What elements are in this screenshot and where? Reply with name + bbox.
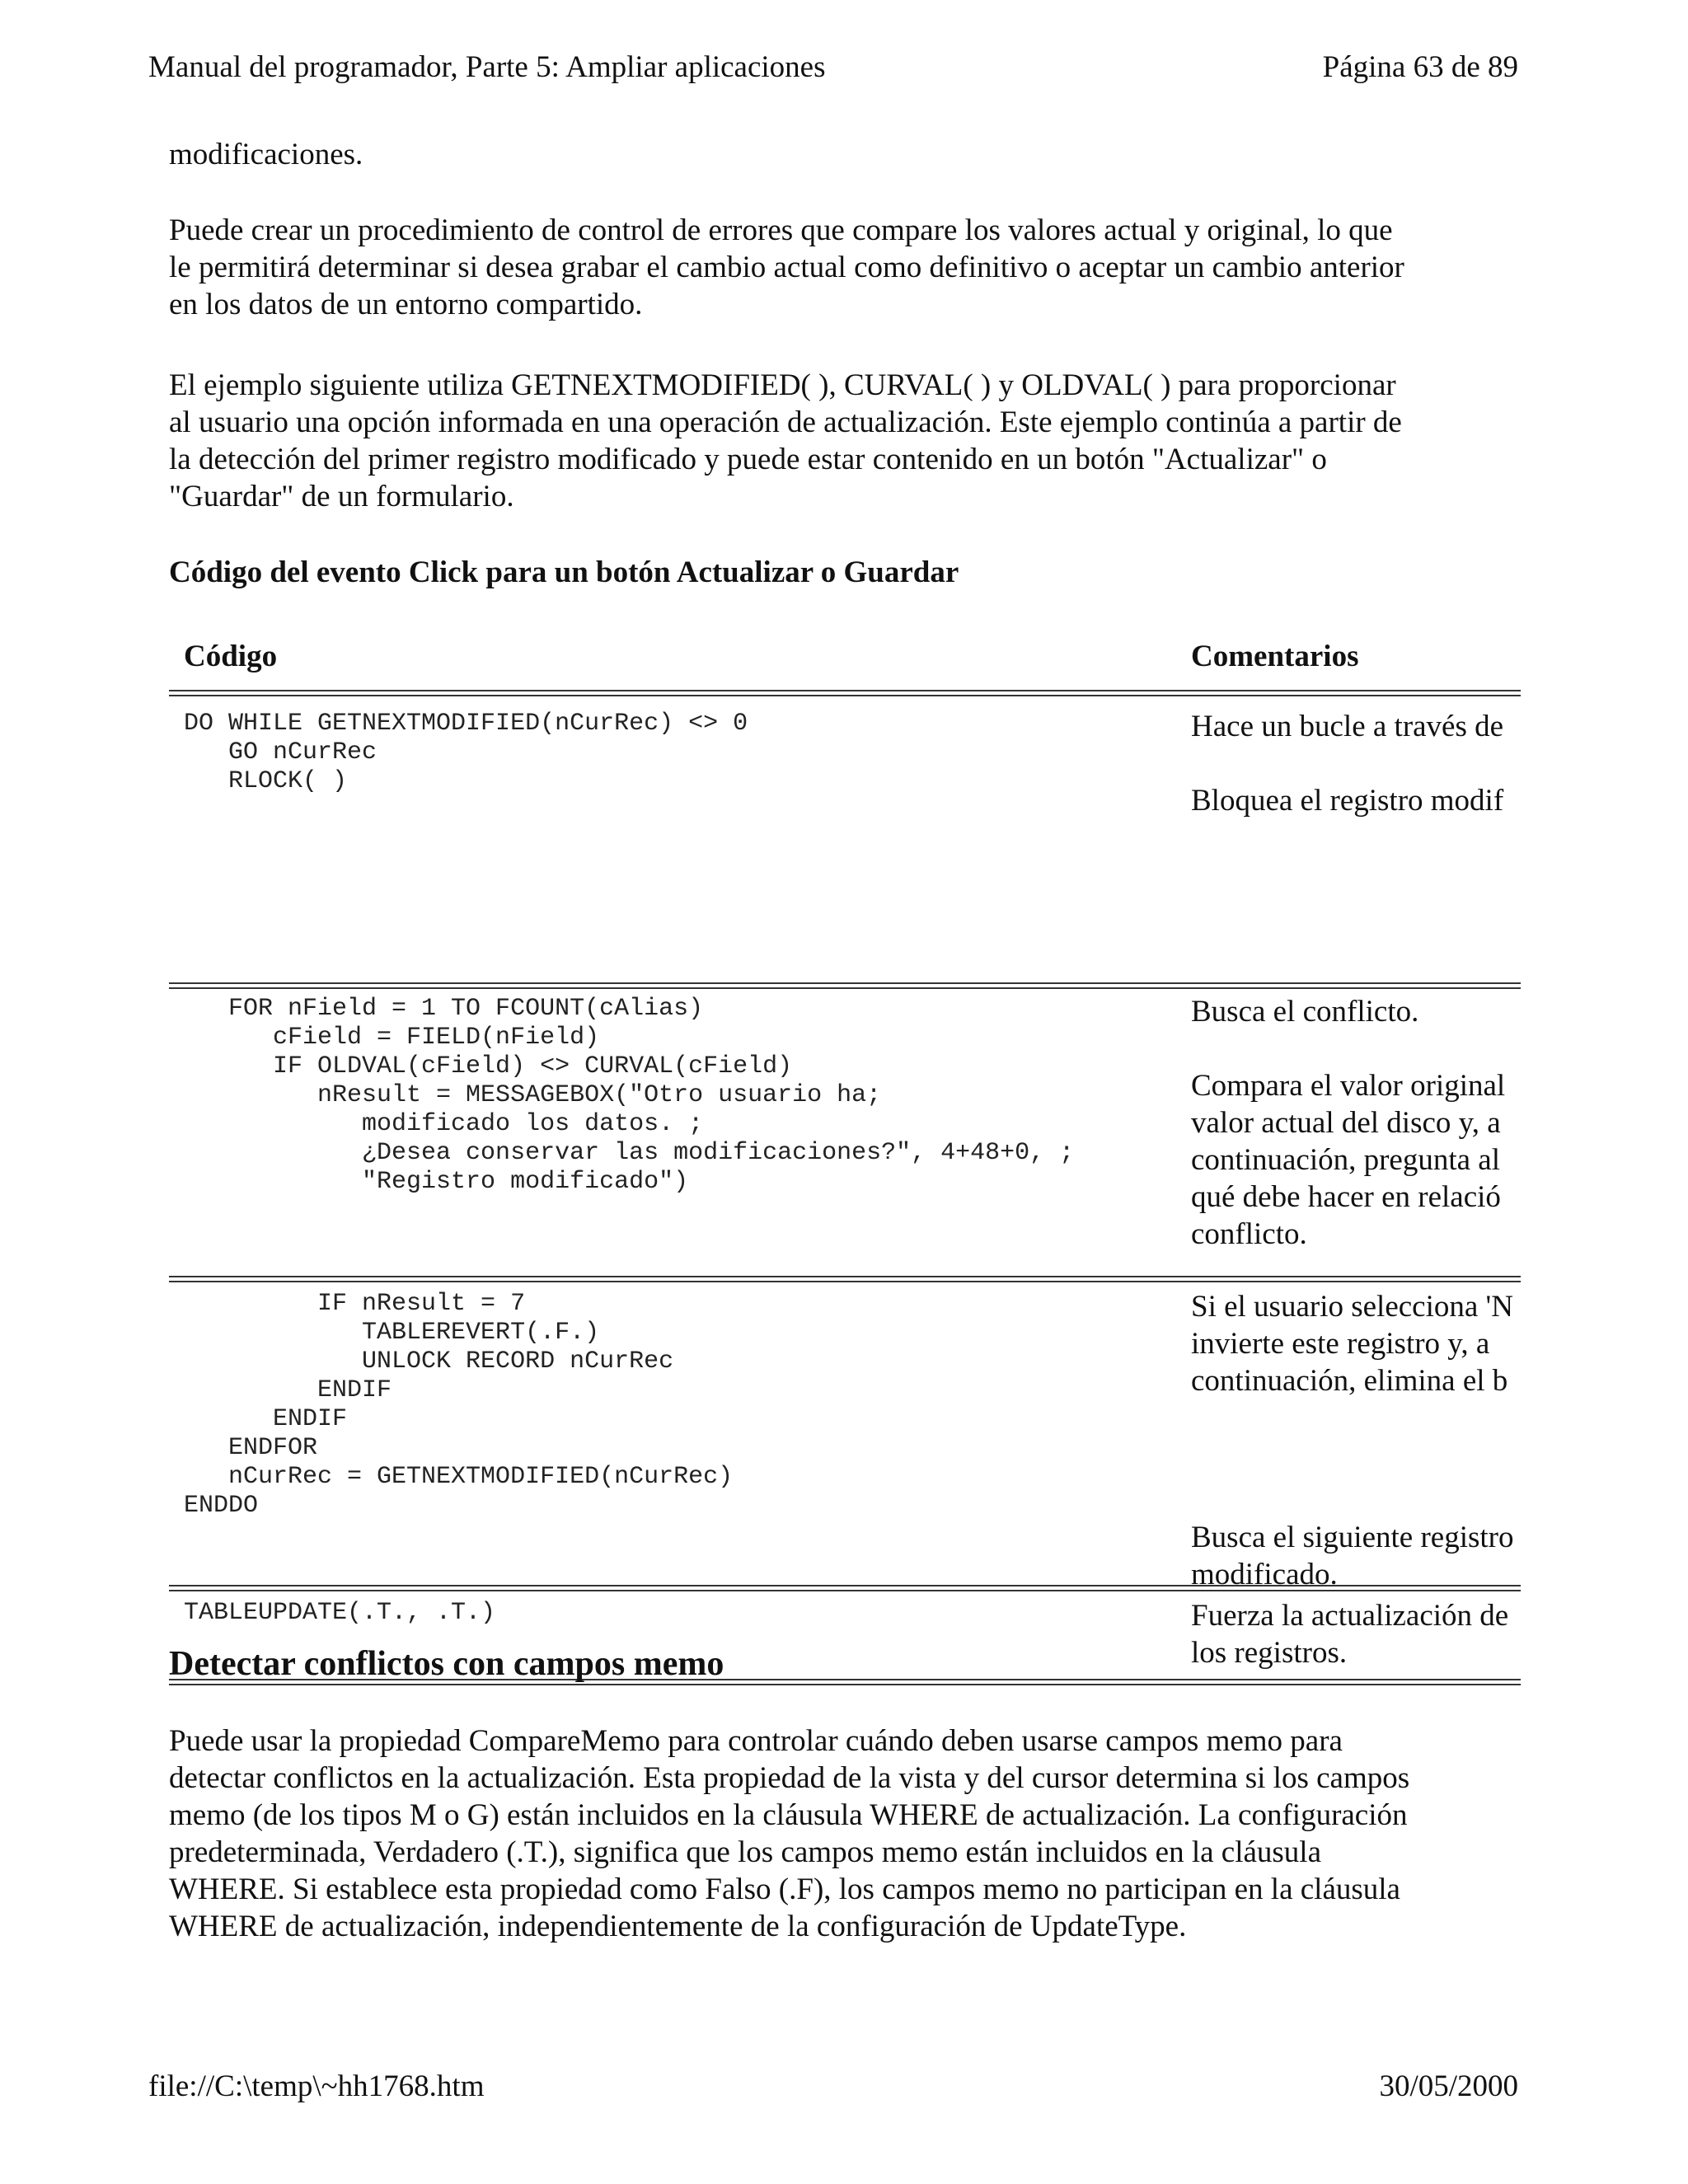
comment-line: Si el usuario selecciona 'N bbox=[1191, 1290, 1513, 1324]
row-comment bbox=[1191, 993, 1521, 1253]
comment-line: qué debe hacer en relació bbox=[1191, 1180, 1501, 1214]
comment-line: Busca el conflicto. bbox=[1191, 995, 1419, 1029]
text-line: WHERE. Si establece esta propiedad como Falso (.F), los campos memo no participan en la cláusula bbox=[169, 1872, 1400, 1906]
paragraph-example-intro bbox=[169, 367, 1508, 515]
comment-line: Fuerza la actualización de bbox=[1191, 1599, 1509, 1633]
code-block: DO WHILE GETNEXTMODIFIED(nCurRec) <> 0 GO nCurRec RLOCK( ) bbox=[184, 710, 748, 795]
text-line: le permitirá determinar si desea grabar el cambio actual como definitivo o aceptar un cambio anterior bbox=[169, 251, 1404, 284]
comment-line: modificado. bbox=[1191, 1558, 1338, 1591]
comment-spacer bbox=[1191, 1030, 1521, 1067]
row-comment bbox=[1191, 1519, 1521, 1593]
row-comment bbox=[1191, 1597, 1521, 1671]
code-block: FOR nField = 1 TO FCOUNT(cAlias) cField = FIELD(nField) IF OLDVAL(cField) <> CURVAL(cField) nResult = MESSAGEBOX("Otro usuario ha; modificado los datos. ; ¿Desea conservar las modificaciones?", 4+48+0, ; "Registro modificado") bbox=[228, 995, 1075, 1196]
code-section-label: Código del evento Click para un botón Actualizar o Guardar bbox=[169, 555, 959, 589]
text-line: en los datos de un entorno compartido. bbox=[169, 288, 643, 321]
table-rule bbox=[169, 1276, 1521, 1282]
section-heading-memo: Detectar conflictos con campos memo bbox=[169, 1645, 724, 1683]
comment-line: valor actual del disco y, a bbox=[1191, 1106, 1501, 1140]
text-line: WHERE de actualización, independientemente de la configuración de UpdateType. bbox=[169, 1910, 1187, 1943]
text-line: "Guardar" de un formulario. bbox=[169, 480, 514, 513]
paragraph-comparememo bbox=[169, 1722, 1521, 1945]
table-rule bbox=[169, 1585, 1521, 1591]
text-line: predeterminada, Verdadero (.T.), significa que los campos memo están incluidos en la cláusula bbox=[169, 1835, 1321, 1869]
comment-line: Bloquea el registro modif bbox=[1191, 784, 1504, 818]
document-title: Manual del programador, Parte 5: Ampliar aplicaciones bbox=[148, 50, 826, 84]
page-header bbox=[148, 49, 1518, 91]
comment-spacer bbox=[1191, 745, 1521, 782]
print-date: 30/05/2000 bbox=[1379, 2069, 1518, 2103]
comment-line: Compara el valor original bbox=[1191, 1069, 1506, 1103]
paragraph-error-procedure bbox=[169, 212, 1508, 323]
column-header-comments: Comentarios bbox=[1191, 640, 1359, 673]
continued-fragment: modificaciones. bbox=[169, 138, 363, 171]
text-line: memo (de los tipos M o G) están incluidos en la cláusula WHERE de actualización. La configuración bbox=[169, 1798, 1408, 1832]
text-line: El ejemplo siguiente utiliza GETNEXTMODIFIED( ), CURVAL( ) y OLDVAL( ) para proporcionar bbox=[169, 368, 1396, 402]
code-block: IF nResult = 7 TABLEREVERT(.F.) UNLOCK RECORD nCurRec ENDIF ENDIF ENDFOR nCurRec = GETNEXTMODIFIED(nCurRec) ENDDO bbox=[184, 1290, 734, 1520]
comment-line: continuación, elimina el b bbox=[1191, 1364, 1508, 1398]
text-line: Puede usar la propiedad CompareMemo para controlar cuándo deben usarse campos memo para bbox=[169, 1724, 1343, 1758]
comment-line: continuación, pregunta al bbox=[1191, 1143, 1501, 1177]
text-line: detectar conflictos en la actualización. Esta propiedad de la vista y del cursor determina si los campos bbox=[169, 1761, 1410, 1795]
code-block: TABLEUPDATE(.T., .T.) bbox=[184, 1599, 496, 1627]
table-rule bbox=[169, 690, 1521, 696]
file-path: file://C:\temp\~hh1768.htm bbox=[148, 2069, 485, 2103]
page-footer bbox=[148, 2069, 1518, 2110]
table-rule bbox=[169, 982, 1521, 989]
comment-line: Hace un bucle a través de bbox=[1191, 710, 1504, 743]
comment-line: Busca el siguiente registro bbox=[1191, 1521, 1514, 1554]
page-number: Página 63 de 89 bbox=[1322, 50, 1518, 84]
comment-line: los registros. bbox=[1191, 1636, 1348, 1670]
text-line: al usuario una opción informada en una operación de actualización. Este ejemplo continúa a partir de bbox=[169, 405, 1402, 439]
text-line: la detección del primer registro modificado y puede estar contenido en un botón "Actualizar" o bbox=[169, 443, 1327, 476]
comment-line: conflicto. bbox=[1191, 1217, 1307, 1251]
column-header-code: Código bbox=[184, 640, 278, 673]
comment-line: invierte este registro y, a bbox=[1191, 1327, 1490, 1361]
code-table bbox=[169, 639, 1521, 1735]
row-comment bbox=[1191, 1288, 1521, 1399]
text-line: Puede crear un procedimiento de control de errores que compare los valores actual y original, lo que bbox=[169, 213, 1393, 247]
row-comment bbox=[1191, 708, 1521, 819]
